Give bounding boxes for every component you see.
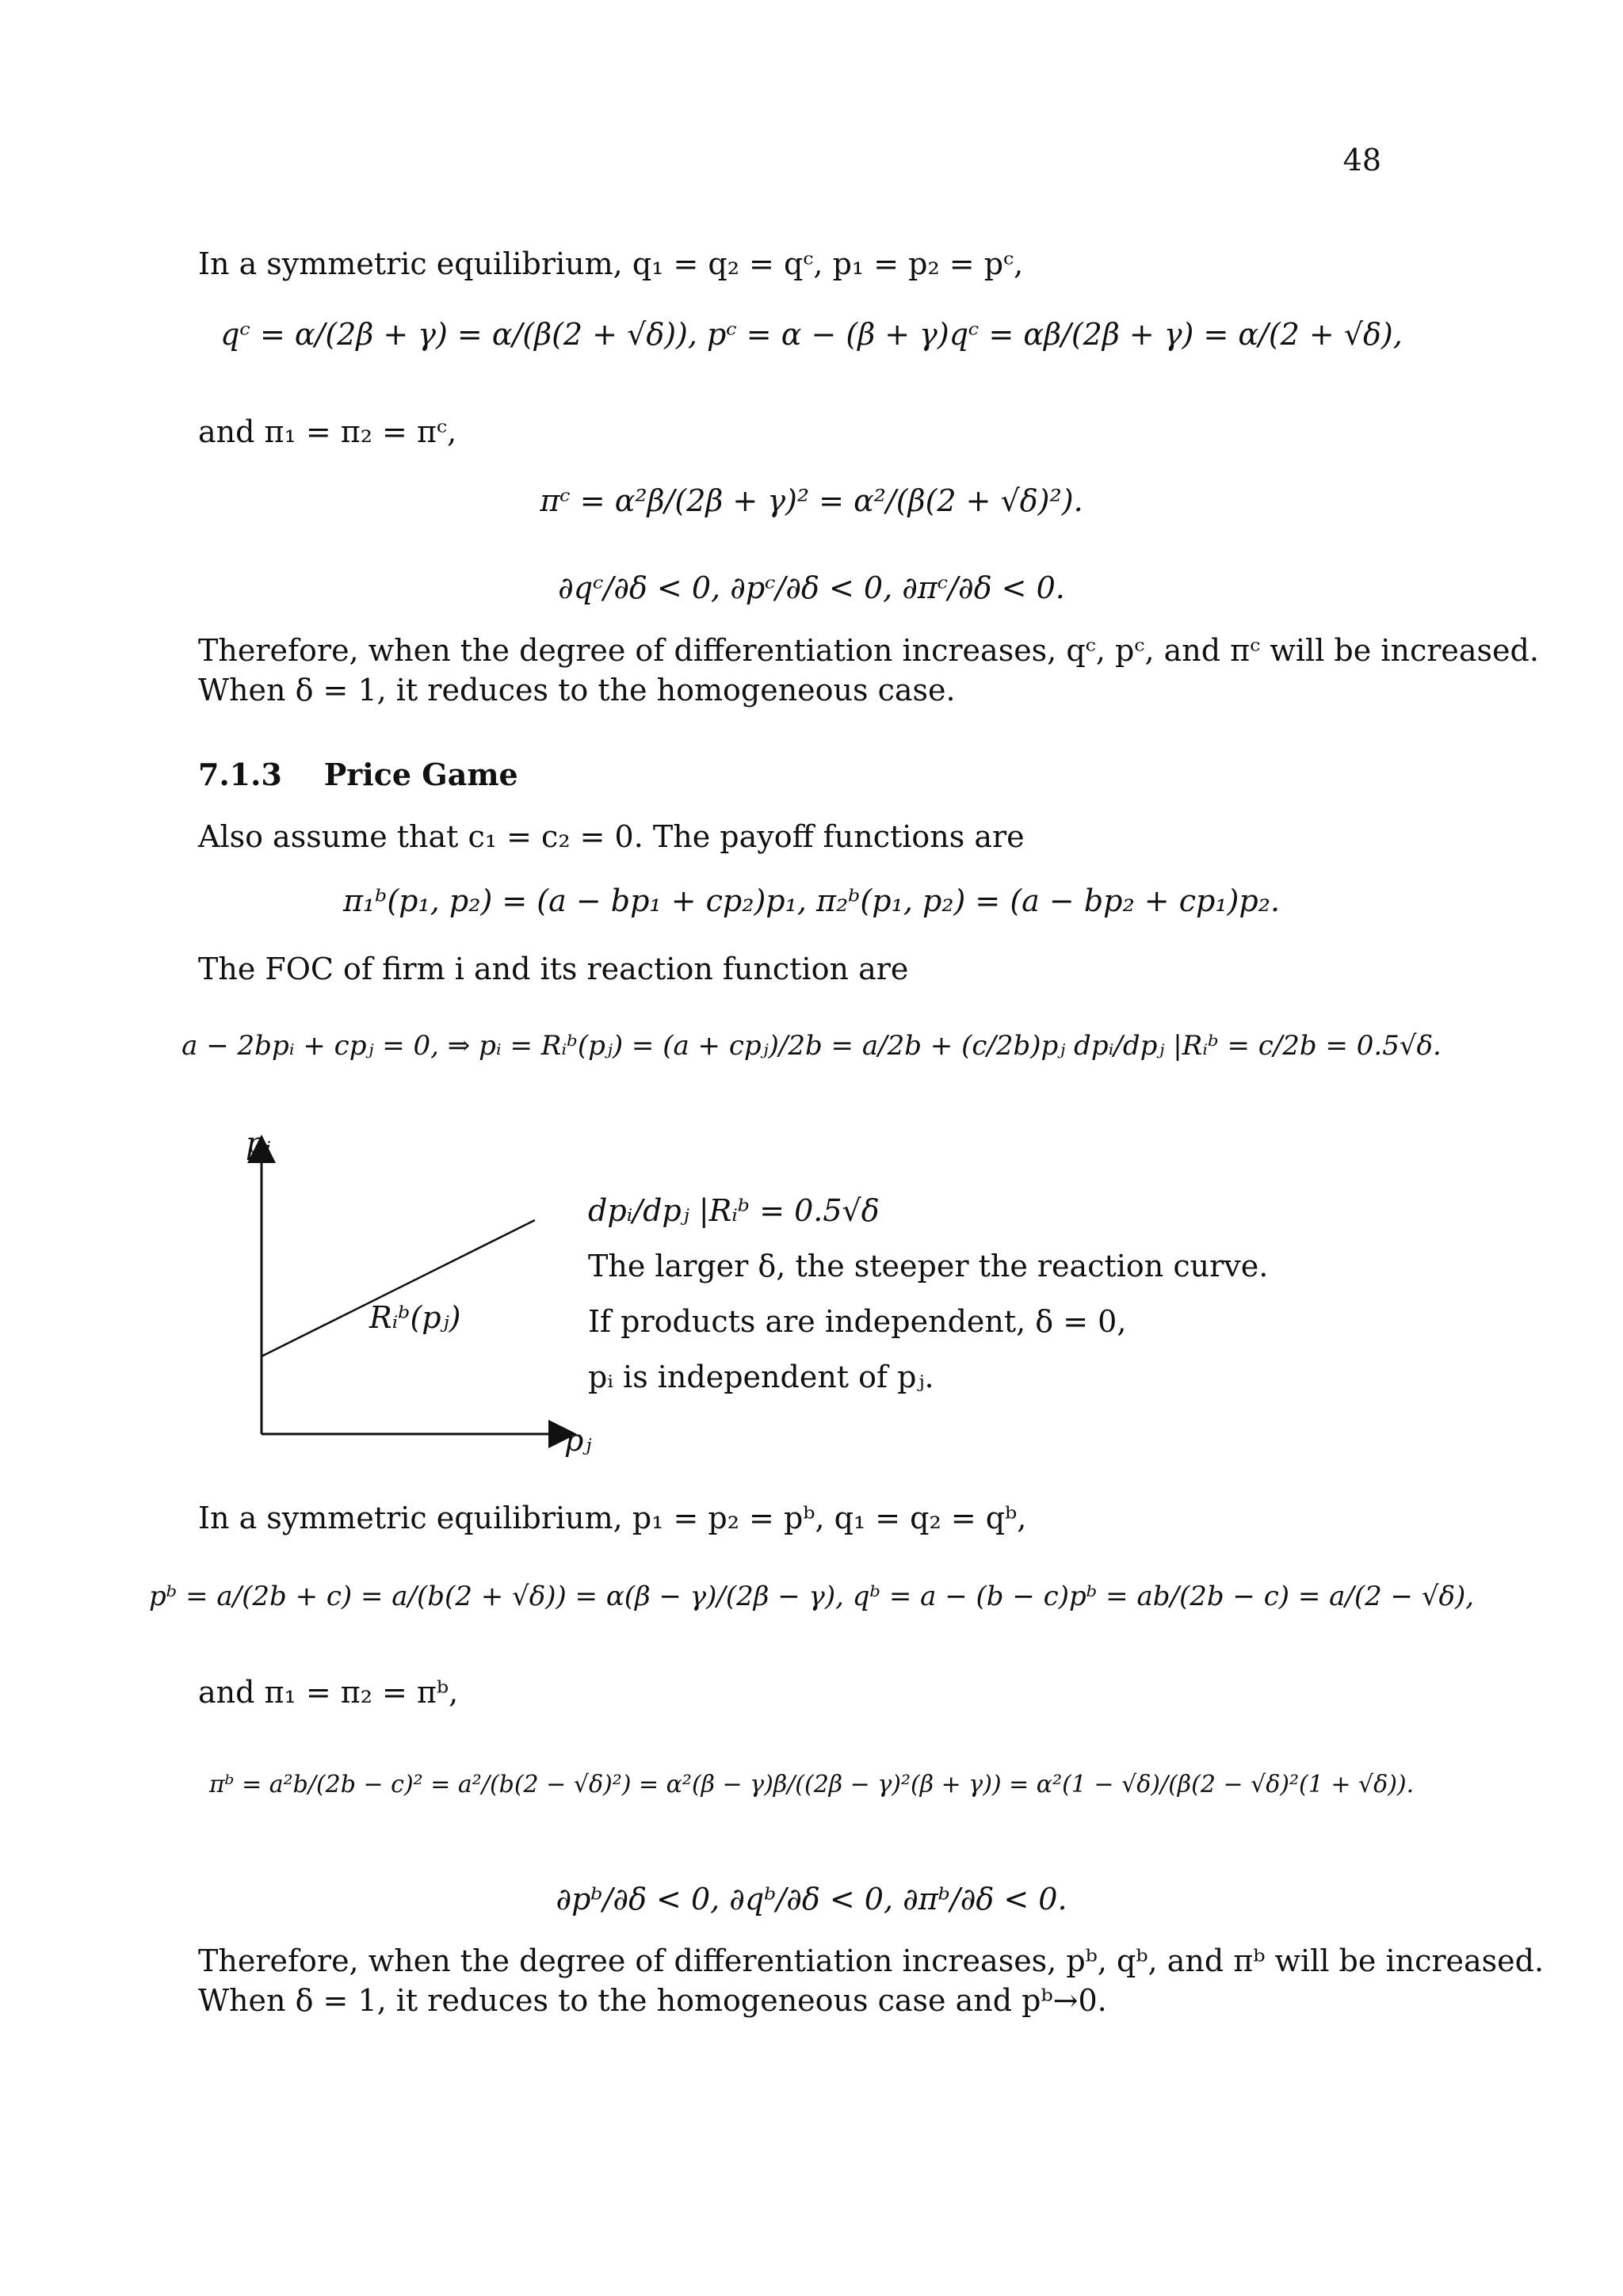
reaction-curve-label: Rᵢᵇ(pⱼ): [369, 1300, 461, 1335]
equilibrium-intro-bertrand: In a symmetric equilibrium, p₁ = p₂ = pᵇ, q₁ = q₂ = qᵇ,: [198, 1501, 1027, 1535]
equilibrium-intro-cournot: In a symmetric equilibrium, q₁ = q₂ = qᶜ, p₁ = p₂ = pᶜ,: [198, 246, 1024, 281]
equation-qc-pc: qᶜ = α/(2β + γ) = α/(β(2 + √δ)), pᶜ = α − (β + γ)qᶜ = αβ/(2β + γ) = α/(2 + √δ),: [220, 317, 1403, 352]
equation-foc: a − 2bpᵢ + cpⱼ = 0, ⇒ pᵢ = Rᵢᵇ(pⱼ) = (a + cpⱼ)/2b = a/2b + (c/2b)pⱼ dpᵢ/dpⱼ |Rᵢᵇ = c/2b = 0.5√δ.: [181, 1030, 1442, 1062]
reaction-curve-figure: [222, 1125, 586, 1458]
section-heading: [198, 757, 518, 793]
equation-pb-qb: pᵇ = a/(2b + c) = a/(b(2 + √δ)) = α(β − γ)/(2β − γ), qᵇ = a − (b − c)pᵇ = ab/(2b − c) = a/(2 − √δ),: [148, 1581, 1475, 1612]
equation-payoff: π₁ᵇ(p₁, p₂) = (a − bp₁ + cp₂)p₁, π₂ᵇ(p₁, p₂) = (a − bp₂ + cp₁)p₂.: [342, 883, 1281, 918]
conclusion-cournot-line2: When δ = 1, it reduces to the homogeneous case.: [198, 673, 956, 707]
profit-equality-bertrand: and π₁ = π₂ = πᵇ,: [198, 1675, 459, 1710]
profit-equality-cournot: and π₁ = π₂ = πᶜ,: [198, 414, 457, 449]
derivatives-cournot: ∂qᶜ/∂δ < 0, ∂pᶜ/∂δ < 0, ∂πᶜ/∂δ < 0.: [558, 570, 1065, 605]
foc-intro: The FOC of firm i and its reaction function are: [198, 952, 909, 986]
conclusion-cournot-line1: Therefore, when the degree of differentiation increases, qᶜ, pᶜ, and πᶜ will be increased.: [198, 633, 1539, 668]
equation-pi-c: πᶜ = α²β/(2β + γ)² = α²/(β(2 + √δ)²).: [540, 483, 1083, 518]
figure-note-independent: If products are independent, δ = 0,: [588, 1304, 1127, 1339]
y-axis-label: pᵢ: [246, 1126, 271, 1161]
conclusion-bertrand-line2: When δ = 1, it reduces to the homogeneous case and pᵇ→0.: [198, 1983, 1107, 2018]
derivatives-bertrand: ∂pᵇ/∂δ < 0, ∂qᵇ/∂δ < 0, ∂πᵇ/∂δ < 0.: [556, 1882, 1067, 1917]
equation-pi-b: πᵇ = a²b/(2b − c)² = a²/(b(2 − √δ)²) = α²(β − γ)β/((2β − γ)²(β + γ)) = α²(1 − √δ)/(β(2 − √δ)²(1 + √δ)).: [208, 1771, 1415, 1798]
figure-note-steeper: The larger δ, the steeper the reaction curve.: [588, 1249, 1269, 1283]
section-number: 7.1.3: [198, 757, 282, 792]
x-axis-label: pⱼ: [564, 1423, 592, 1458]
reaction-curve-line: [262, 1220, 535, 1356]
assumption-text: Also assume that c₁ = c₂ = 0. The payoff functions are: [198, 819, 1025, 854]
slope-note: dpᵢ/dpⱼ |Rᵢᵇ = 0.5√δ: [588, 1193, 880, 1228]
page-number: 48: [1342, 143, 1381, 177]
figure-note-pi-independent: pᵢ is independent of pⱼ.: [588, 1360, 934, 1394]
section-title: Price Game: [323, 757, 518, 792]
conclusion-bertrand-line1: Therefore, when the degree of differentiation increases, pᵇ, qᵇ, and πᵇ will be increased.: [198, 1943, 1545, 1978]
